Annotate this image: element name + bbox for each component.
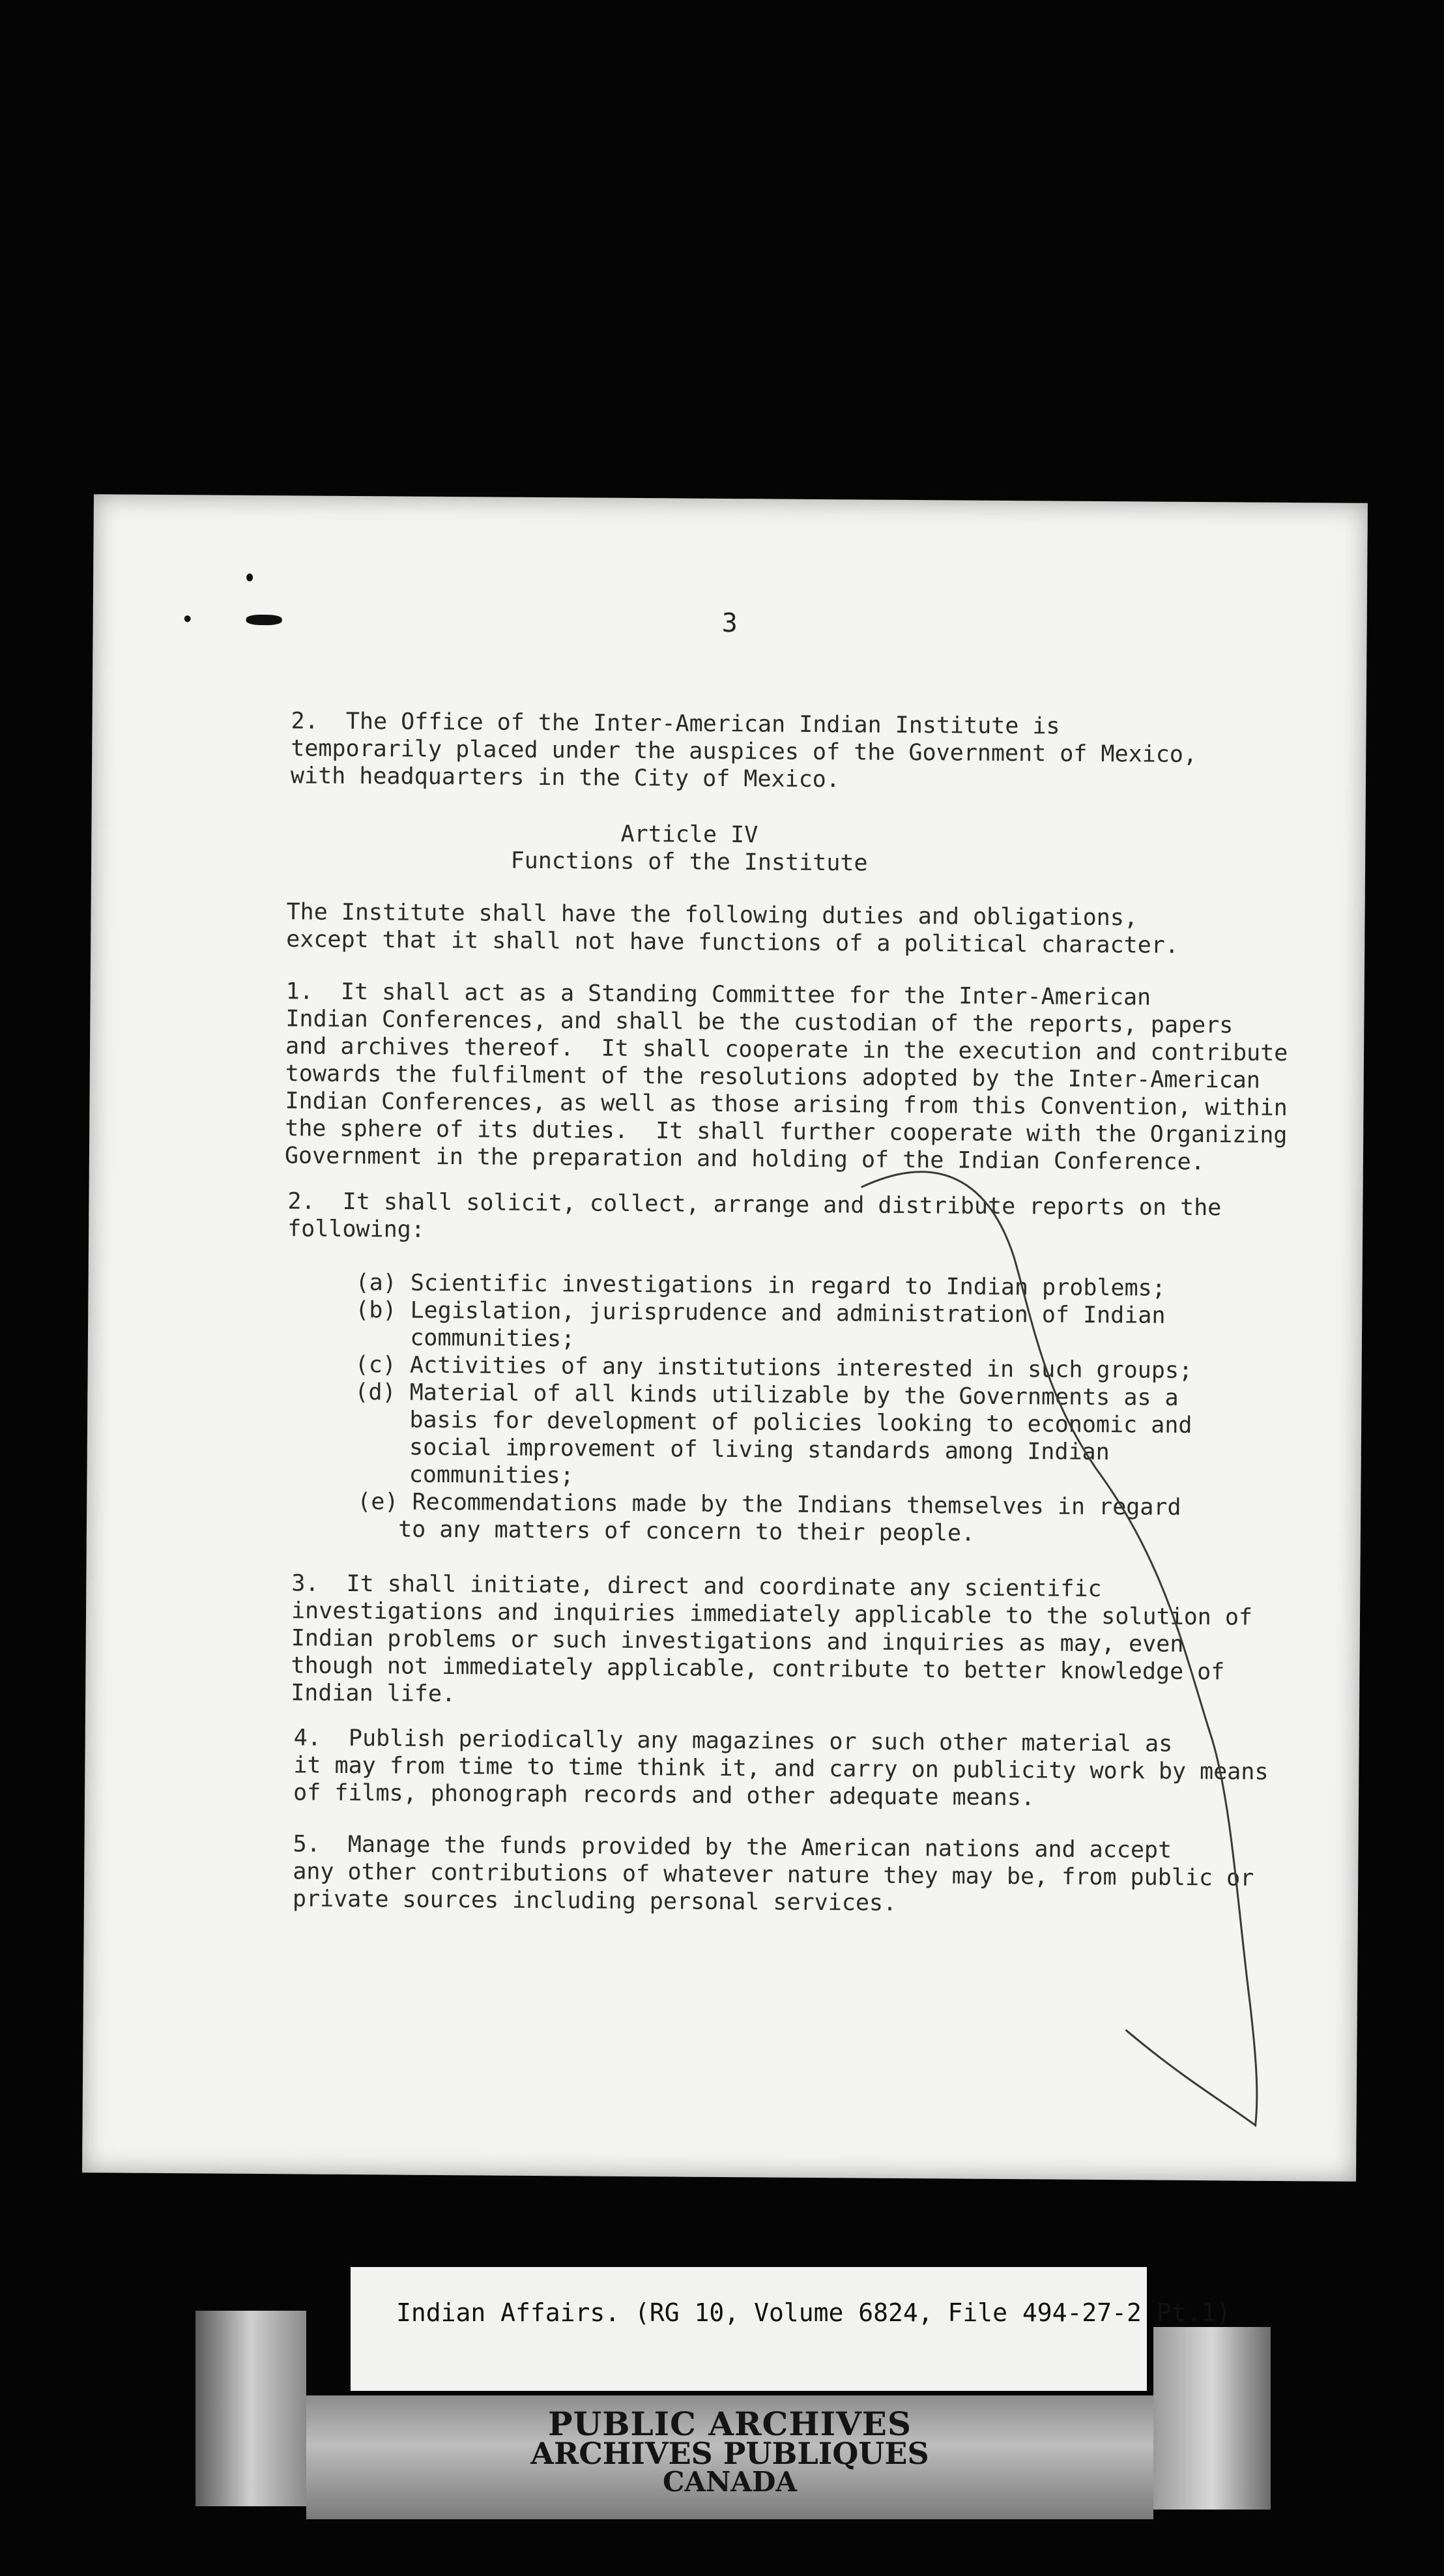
page-number: 3 [721, 607, 738, 639]
archive-strip-left [195, 2311, 306, 2506]
item-3-paragraph: 3. It shall initiate, direct and coordinate any scientific investigations and inquiries immediately applicable to the solution of Indian problems or such investigations and inquiries as may, even though not immediately applicable, contribute to better knowledge of Indian life. [291, 1570, 1253, 1708]
document-page [82, 494, 1368, 2182]
list-item-e: (e) Recommendations made by the Indians themselves in regard to any matters of concern to their people. [356, 1489, 1181, 1547]
archive-reference-text: Indian Affairs. (RG 10, Volume 6824, File 494-27-2 Pt.1) [396, 2298, 1232, 2327]
list-item-c: (c) Activities of any institutions interested in such groups; [354, 1352, 1193, 1384]
stamp-line-2: ARCHIVES PUBLIQUES [530, 2436, 929, 2471]
archive-reference-label [351, 2267, 1232, 2391]
article-subtitle: Functions of the Institute [510, 847, 868, 877]
item-5-paragraph: 5. Manage the funds provided by the American nations and accept any other contributions of whatever nature they may be, from public or private sources including personal services. [292, 1831, 1254, 1916]
pencil-annotation-line [82, 494, 1368, 2182]
list-item-b: (b) Legislation, jurisprudence and administration of Indian communities; [354, 1297, 1166, 1353]
article-title: Article IV [620, 821, 758, 849]
item-1-paragraph: 1. It shall act as a Standing Committee for the Inter-American Indian Conferences, and shall be the custodian of the reports, papers and archives thereof. It shall cooperate in the execution and contribute towards the fulfilment of the resolutions adopted by the Inter-American Indian Conferences, as well as those arising from this Convention, within the sphere of its duties. It shall further cooperate with the Organizing Government in the preparation and holding of the Indian Conference. [284, 978, 1288, 1176]
archive-strip-right [1153, 2327, 1271, 2510]
intro-paragraph: The Institute shall have the following duties and obligations, except that it shall not have functions of a political character. [286, 899, 1179, 959]
stamp-line-1: PUBLIC ARCHIVES [548, 2405, 912, 2443]
item-2-paragraph: 2. It shall solicit, collect, arrange and distribute reports on the following: [287, 1188, 1222, 1243]
list-item-a: (a) Scientific investigations in regard to Indian problems; [355, 1270, 1166, 1302]
item-4-paragraph: 4. Publish periodically any magazines or such other material as it may from time to time think it, and carry on publicity work by means of films, phonograph records and other adequate means. [293, 1725, 1269, 1811]
stamp-line-3: CANADA [662, 2466, 797, 2498]
archives-stamp [306, 2395, 1153, 2519]
section-2-paragraph: 2. The Office of the Inter-American Indian Institute is temporarily placed under the auspices of the Government of Mexico, with headquarters in the City of Mexico. [290, 708, 1198, 793]
list-item-d: (d) Material of all kinds utilizable by the Governments as a basis for development of policies looking to economic and social improvement of living standards among Indian communities; [354, 1379, 1192, 1489]
